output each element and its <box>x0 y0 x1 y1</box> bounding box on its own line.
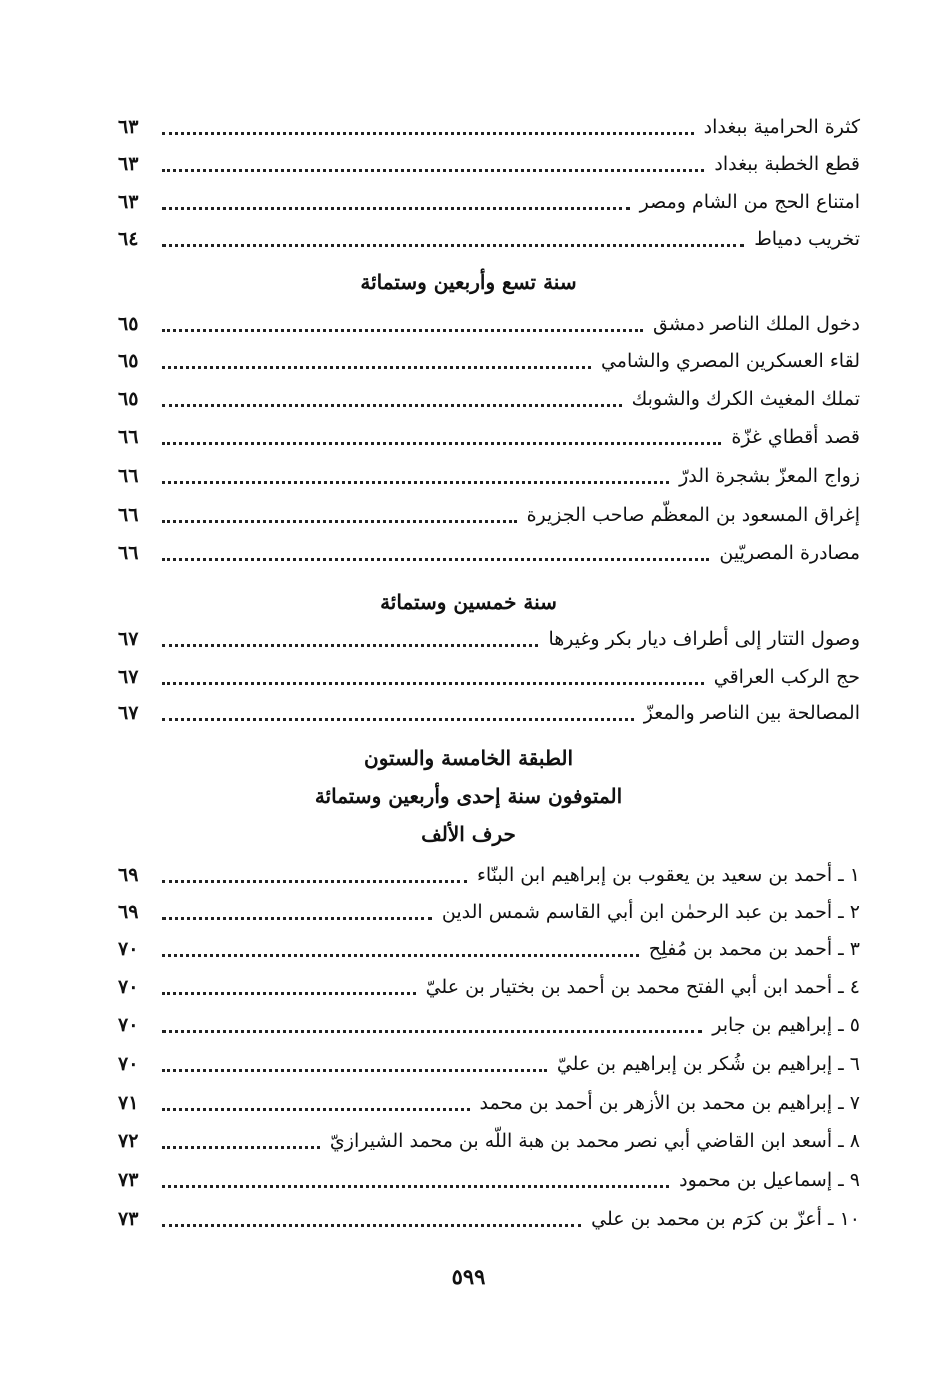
entry-title: ٣ ـ أحمد بن محمد بن مُفلِح <box>648 937 860 960</box>
entry-page: ٦٦ <box>118 503 139 526</box>
dot-leader <box>162 183 630 221</box>
entry-title: قصد أقطاي غزّة <box>731 425 860 448</box>
entry-title: لقاء العسكرين المصري والشامي <box>600 349 860 372</box>
entry-page: ٦٣ <box>118 152 139 175</box>
toc-entry <box>118 1006 860 1044</box>
dot-leader <box>162 1161 669 1199</box>
toc-entry <box>118 145 860 183</box>
toc-entry <box>118 694 860 732</box>
entry-page: ٧٠ <box>118 937 139 960</box>
dot-leader <box>162 418 721 456</box>
dot-leader <box>162 1045 547 1083</box>
entry-title: ١٠ ـ أعزّ بن كرَم بن محمد بن علي <box>591 1207 860 1230</box>
toc-entry <box>118 930 860 968</box>
entry-page: ٧٣ <box>118 1168 139 1191</box>
entry-page: ٦٣ <box>118 190 139 213</box>
entry-title: امتناع الحج من الشام ومصر <box>639 190 860 213</box>
entry-title: ٤ ـ أحمد ابن أبي الفتح محمد بن أحمد بن بختيار بن عليّ <box>425 975 860 998</box>
dot-leader <box>162 620 538 658</box>
entry-title: تخريب دمياط <box>754 227 860 250</box>
entry-title: المصالحة بين الناصر والمعزّ <box>643 701 860 724</box>
toc-entry <box>118 457 860 495</box>
dot-leader <box>162 380 622 418</box>
section-heading: سنة خمسين وستمائة <box>380 590 557 614</box>
entry-title: ٥ ـ إبراهيم بن جابر <box>712 1013 860 1036</box>
entry-page: ٦٧ <box>118 701 139 724</box>
entry-page: ٧١ <box>118 1091 139 1114</box>
toc-entry <box>118 305 860 343</box>
toc-entry <box>118 220 860 258</box>
entry-page: ٦٥ <box>118 387 139 410</box>
entry-page: ٦٩ <box>118 863 139 886</box>
toc-entry <box>118 620 860 658</box>
toc-entry <box>118 108 860 146</box>
letter-heading: حرف الألف <box>421 822 516 846</box>
dot-leader <box>162 968 416 1006</box>
entry-title: حج الركب العراقي <box>713 665 860 688</box>
entry-page: ٧٣ <box>118 1207 139 1230</box>
dot-leader <box>162 496 517 534</box>
dot-leader <box>162 1084 470 1122</box>
entry-title: ٢ ـ أحمد بن عبد الرحمٰن ابن أبي القاسم شمس الدين <box>441 900 860 923</box>
dot-leader <box>162 930 639 968</box>
entry-title: إغراق المسعود بن المعظّم صاحب الجزيرة <box>526 503 860 526</box>
toc-entry <box>118 342 860 380</box>
entry-page: ٦٣ <box>118 115 139 138</box>
dot-leader <box>162 220 744 258</box>
toc-entry <box>118 496 860 534</box>
entry-title: تملك المغيث الكرك والشوبك <box>631 387 860 410</box>
entry-page: ٧٠ <box>118 1013 139 1036</box>
toc-entry <box>118 1122 860 1160</box>
entry-page: ٧٢ <box>118 1129 139 1152</box>
entry-title: ٨ ـ أسعد ابن القاضي أبي نصر محمد بن هبة اللّه بن محمد الشيرازيّ <box>329 1129 860 1152</box>
entry-title: ٧ ـ إبراهيم بن محمد بن الأزهر بن أحمد بن محمد <box>479 1091 860 1114</box>
toc-entry <box>118 380 860 418</box>
section-subheading: المتوفون سنة إحدى وأربعين وستمائة <box>314 784 623 808</box>
toc-entry <box>118 418 860 456</box>
entry-title: ٦ ـ إبراهيم بن شُكر بن إبراهيم بن عليّ <box>556 1052 860 1075</box>
entry-title: زواج المعزّ بشجرة الدرّ <box>679 464 860 487</box>
dot-leader <box>162 893 432 931</box>
entry-title: مصادرة المصريّين <box>719 541 860 564</box>
entry-page: ٦٥ <box>118 312 139 335</box>
dot-leader <box>162 108 694 146</box>
dot-leader <box>162 1200 581 1238</box>
toc-entry <box>118 1200 860 1238</box>
entry-title: دخول الملك الناصر دمشق <box>653 312 860 335</box>
toc-entry <box>118 1161 860 1199</box>
entry-page: ٧٠ <box>118 975 139 998</box>
toc-entry <box>118 893 860 931</box>
entry-page: ٦٤ <box>118 227 139 250</box>
toc-entry <box>118 1084 860 1122</box>
dot-leader <box>162 305 643 343</box>
entry-page: ٦٦ <box>118 464 139 487</box>
entry-title: وصول التتار إلى أطراف ديار بكر وغيرها <box>548 627 860 650</box>
toc-entry <box>118 183 860 221</box>
entry-title: كثرة الحرامية ببغداد <box>703 115 860 138</box>
dot-leader <box>162 694 634 732</box>
toc-entry <box>118 968 860 1006</box>
entry-title: قطع الخطبة ببغداد <box>714 152 860 175</box>
dot-leader <box>162 856 467 894</box>
entry-title: ١ ـ أحمد بن سعيد بن يعقوب بن إبراهيم ابن البنّاء <box>477 863 860 886</box>
toc-entry <box>118 1045 860 1083</box>
toc-entry <box>118 856 860 894</box>
section-heading: سنة تسع وأربعين وستمائة <box>360 270 577 294</box>
entry-page: ٦٥ <box>118 349 139 372</box>
entry-page: ٦٦ <box>118 541 139 564</box>
section-heading: الطبقة الخامسة والستون <box>364 746 573 770</box>
entry-page: ٦٧ <box>118 665 139 688</box>
dot-leader <box>162 1006 702 1044</box>
toc-entry <box>118 534 860 572</box>
entry-page: ٦٧ <box>118 627 139 650</box>
entry-page: ٦٦ <box>118 425 139 448</box>
entry-page: ٧٠ <box>118 1052 139 1075</box>
entry-title: ٩ ـ إسماعيل بن محمود <box>679 1168 860 1191</box>
dot-leader <box>162 534 709 572</box>
dot-leader <box>162 1122 320 1160</box>
page-number: ٥٩٩ <box>451 1264 486 1289</box>
toc-entry <box>118 658 860 696</box>
dot-leader <box>162 457 669 495</box>
dot-leader <box>162 342 591 380</box>
dot-leader <box>162 145 704 183</box>
entry-page: ٦٩ <box>118 900 139 923</box>
dot-leader <box>162 658 704 696</box>
